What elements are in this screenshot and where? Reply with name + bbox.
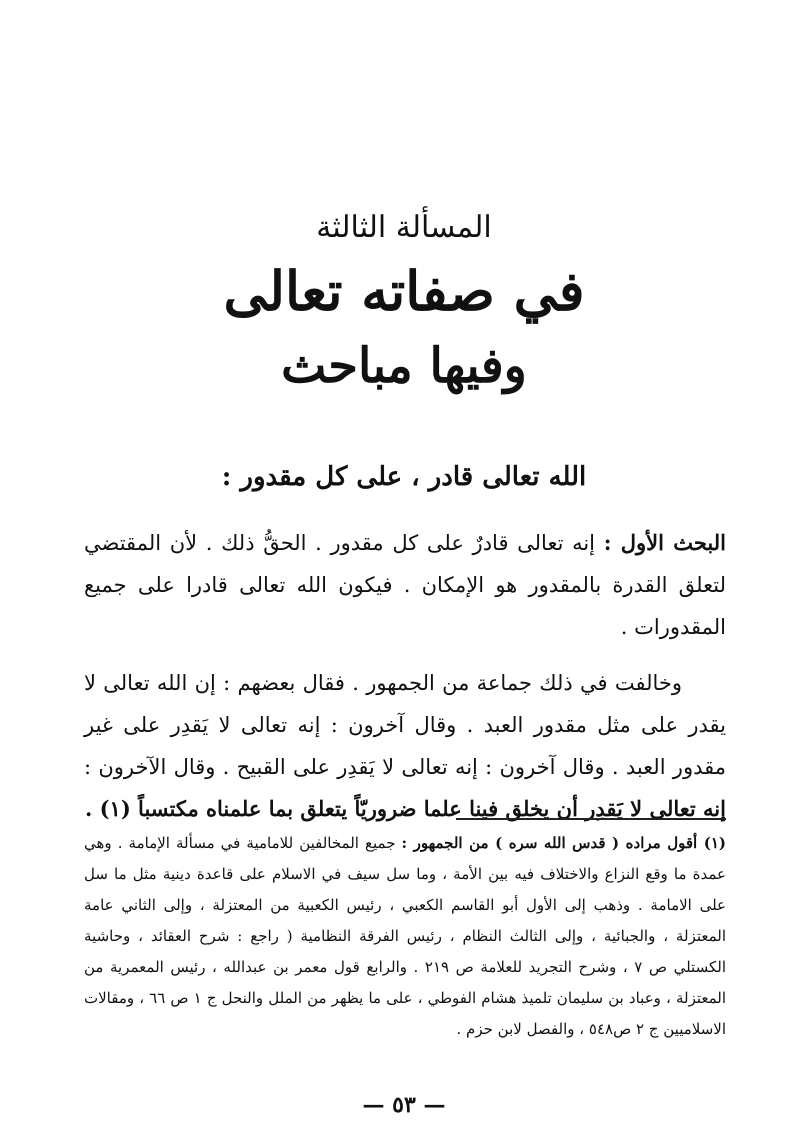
footnote-text: جميع المخالفين للامامية في مسألة الإمامة . وهي عمدة ما وقع النزاع والاختلاف فيه بين الأمة ، وما سل سيف في الاسلام على قاعدة دينية مثل ما سل على الامامة . وذهب إلى الأول أبو القاسم الكعبي ، رئيس الكعبية من المعتزلة ، وإلى الثاني عامة المعتزلة ، والجبائية ، وإلى الثالث النظام ، رئيس الفرقة النظامية ( راجع : شرح العقائد ، وحاشية الكستلي ص ٧ ، وشرح التجريد للعلامة ص ٢١٩ . والرابع قول معمر بن عبدالله ، رئيس المعمرية من المعتزلة ، وعباد بن سليمان تلميذ هشام الفوطي ، على ما يظهر من الملل والنحل ج ١ ص ٦٦ ، ومقالات الاسلاميين ج ٢ ص٥٤٨ ، والفصل لابن حزم . (84, 834, 727, 1038)
paragraph-1 (84, 522, 726, 648)
chapter-title-block (0, 205, 808, 401)
paragraph-2-bold-tail: إنه تعالى لا يَقدِر أن يخلق فينا علما ضروريّاً يتعلق بما علمناه مكتسباً (١) . (84, 796, 726, 821)
paragraph-2 (84, 662, 726, 830)
page-number: — ٥٣ — (362, 1092, 446, 1118)
footnote-lead: (١) أقول مراده ( قدس الله سره ) من الجمهور : (401, 834, 726, 852)
body-text (84, 522, 726, 830)
footnote (84, 828, 726, 1045)
paragraph-2-text: وخالفت في ذلك جماعة من الجمهور . فقال بعضهم : إن الله تعالى لا يقدر على مثل مقدور العبد . وقال آخرون : إنه تعالى لا يَقدِر على غير مقدور العبد . وقال آخرون : إنه تعالى لا يَقدِر على القبيح . وقال الآخرون : (84, 671, 726, 779)
chapter-label: المسألة الثالثة (316, 210, 492, 245)
paragraph-1-text: إنه تعالى قادرٌ على كل مقدور . الحقُّ ذلك . لأن المقتضي لتعلق القدرة بالمقدور هو الإمكان . فيكون الله تعالى قادرا على جميع المقدورات . (84, 531, 726, 639)
paragraph-1-lead: البحث الأول : (603, 530, 726, 555)
chapter-title: في صفاته تعالى (223, 259, 585, 323)
footnote-divider (456, 818, 726, 820)
chapter-subtitle: وفيها مباحث (281, 338, 527, 394)
section-heading: الله تعالى قادر ، على كل مقدور : (221, 462, 587, 492)
